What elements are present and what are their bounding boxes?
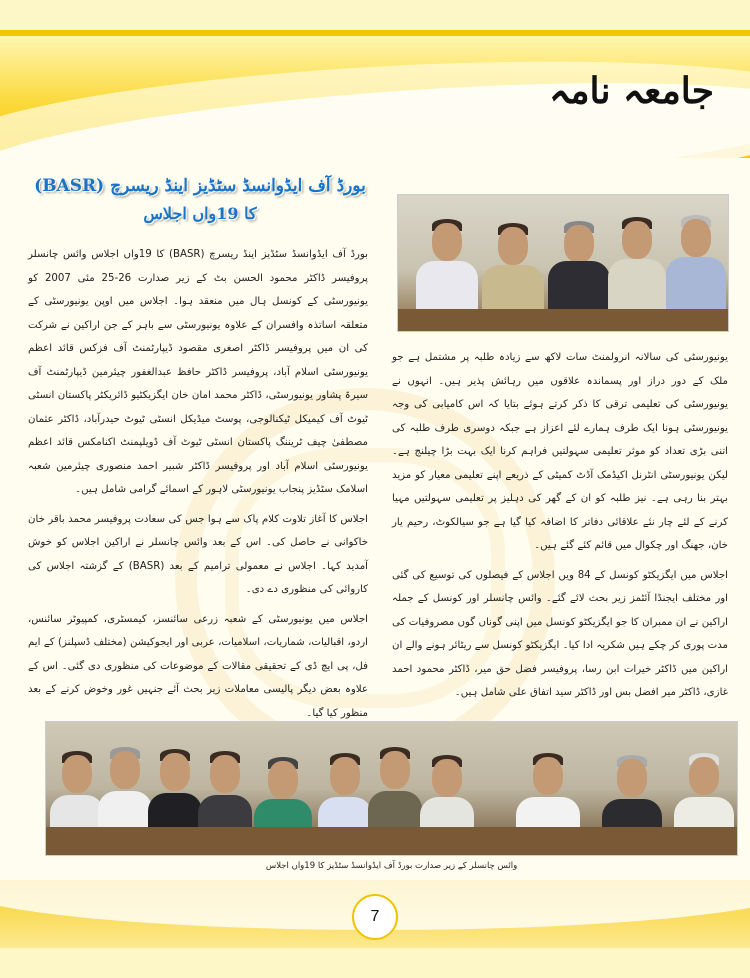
table-edge: [398, 309, 728, 331]
page-number: 7: [352, 894, 398, 940]
left-paragraph-2: اجلاس کا آغاز تلاوت کلام پاک سے ہوا جس کی سعادت پروفیسر محمد باقر خان خاکوانی نے حاصل کی۔ اس کے بعد وائس چانسلر نے اراکین اجلاس کو خوش آمدید کہا۔ اجلاس نے معمولی ترامیم کے بعد (BASR) کے گزشتہ اجلاس کی کاروائی کی منظوری دے دی۔: [28, 513, 368, 595]
article-subtitle: کا 19واں اجلاس: [143, 204, 257, 223]
right-column: [392, 346, 728, 711]
top-margin-strip: [0, 0, 750, 30]
meeting-photo-top: [397, 194, 729, 332]
right-paragraph-2: اجلاس میں ایگزیکٹو کونسل کے 84 ویں اجلاس کے فیصلوں کی توسیع کی گئی اور مختلف ایجنڈا آئٹمز زیر بحث لائے گئے۔ وائس چانسلر اور کونسل کے جملہ اراکین نے ان ممبران کا جو ایگزیکٹو کونسل میں اپنی گوناں گوں مصروفیات کی مدت پوری کر چکے ہیں شکریہ ادا کیا۔ ایگزیکٹو کونسل سے ریٹائر ہونے والے ان اراکین میں ڈاکٹر خیرات ابن رسا، پروفیسر فضل حق میر، ڈاکٹر محمود احمد غازی، ڈاکٹر میر افضل بس اور ڈاکٹر سید اتفاق علی شامل ہیں۔: [392, 569, 728, 698]
section-title: جامعہ نامہ: [549, 70, 714, 112]
bottom-margin-strip: [0, 948, 750, 978]
right-paragraph-1: یونیورسٹی کی سالانہ انرولمنٹ سات لاکھ سے زیادہ طلبہ پر مشتمل ہے جو ملک کے دور دراز اور پسماندہ علاقوں میں رہائش پذیر ہیں۔ انہوں نے یونیورسٹی کی تعلیمی ترقی کا ذکر کرتے ہوئے بتایا کہ اس کامیابی کی وجہ یونیورسٹی ہونا ایک طرف ہمارے لئے اعزاز ہے جبکہ دوسری طرف طلبہ کی اتنی بڑی تعداد کو موثر تعلیمی سہولتیں فراہم کرنا ایک بہت بڑا چیلنج ہے۔ لیکن یونیورسٹی انٹرنل اکیڈمک آڈٹ کمیٹی کے ذریعے اپنے تعلیمی معیار کو مزید بہتر بنا رہی ہے۔ نیز طلبہ کو ان کے گھر کی دہلیز پر تعلیمی سہولتیں مہیا کرنے کے لئے چار نئے علاقائی دفاتر کا اضافہ کیا گیا ہے جو سیالکوٹ، رحیم یار خان، جھنگ اور چکوال میں قائم کئے گئے ہیں۔: [392, 352, 728, 551]
meeting-photo-bottom: [45, 721, 738, 856]
left-paragraph-1: بورڈ آف ایڈوانسڈ سٹڈیز اینڈ ریسرچ (BASR) کا 19واں اجلاس وائس چانسلر پروفیسر ڈاکٹر محمود الحسن بٹ کے زیر صدارت 26-25 مئی 2007 کو یونیورسٹی کے کونسل ہال میں منعقد ہوا۔ اجلاس میں اوپن یونیورسٹی کے متعلقہ اساتذہ وافسران کے علاوہ یونیورسٹی سے باہر کے جن اراکین نے شرکت کی ان میں پروفیسر ڈاکٹر اصغری مقصود ڈیپارٹمنٹ آف فزکس قائد اعظم یونیورسٹی اسلام آباد، پروفیسر ڈاکٹر حافظ عبدالغفور چیئرمین ڈیپارٹمنٹ آف سیرۃ پشاور یونیورسٹی، ڈاکٹر محمد امان خان ایگزیکٹیو ڈائریکٹر پاکستان انسٹی ٹیوٹ آف کیمیکل ٹیکنالوجی، پوسٹ میڈیکل انسٹی ٹیوٹ حیدرآباد، ڈاکٹر عثمان مصطفیٰ چیف ٹریننگ پاکستان انسٹی ٹیوٹ آف ڈویلپمنٹ اکنامکس قائد اعظم یونیورسٹی اسلام آباد اور پروفیسر ڈاکٹر شبیر احمد منصوری چیئرمین شعبہ اسلامک سٹڈیز پنجاب یونیورسٹی لاہور کے اسمائے گرامی شامل ہیں۔: [28, 249, 369, 495]
table-edge: [46, 827, 737, 855]
article-title: بورڈ آف ایڈوانسڈ سٹڈیز اینڈ ریسرچ (BASR): [34, 176, 366, 196]
left-column: [28, 243, 368, 731]
page-content: [0, 158, 750, 871]
photo-caption: وائس چانسلر کے زیر صدارت بورڈ آف ایڈوانسڈ سٹڈیز کا 19واں اجلاس: [265, 861, 518, 871]
left-paragraph-3: اجلاس میں یونیورسٹی کے شعبہ زرعی سائنسز، کیمسٹری، کمپیوٹر سائنس، اردو، اقبالیات، شماریات، اسلامیات، عربی اور ایجوکیشن (مختلف ڈسپلنز) کے ایم فل، پی ایچ ڈی کے تحقیقی مقالات کے موضوعات کی منظوری دی گئی۔ اس کے علاوہ بعض دیگر پالیسی معاملات زیر بحث آئے جنہیں غور وخوض کرنے کے بعد منظور کیا گیا۔: [28, 613, 368, 719]
article-heading: [30, 176, 370, 223]
